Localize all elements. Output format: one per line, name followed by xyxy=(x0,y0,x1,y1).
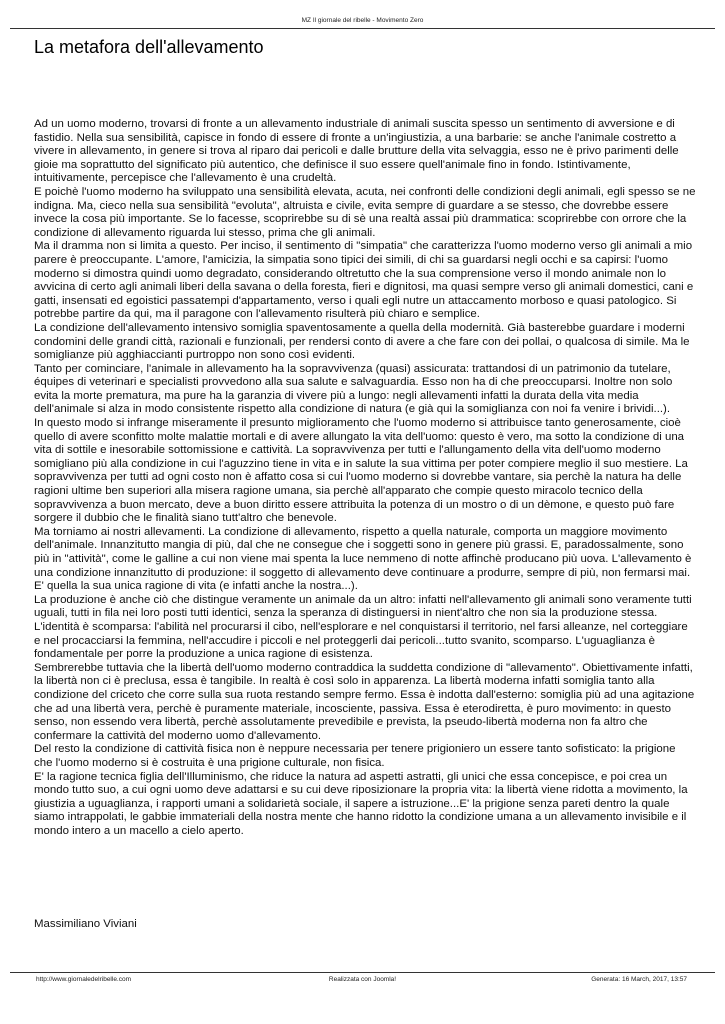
footer-generated-date: Generata: 16 March, 2017, 13:57 xyxy=(591,976,687,983)
running-header: MZ Il giornale del ribelle - Movimento Zero xyxy=(301,17,424,24)
article-paragraph: Ad un uomo moderno, trovarsi di fronte a un allevamento industriale di animali suscita spesso un sentimento di avversione e di fastidio. Nella sua sensibilità, capisce in fondo di essere di fronte a un'ingiustizia, a una barbarie: se anche l'animale costretto a vivere in allevamento, in genere si trova al riparo dai pericoli e dalle brutture della vita selvaggia, esso ne è privo parimenti delle gioie ma soprattutto del significato più autentico, che definisce il suo essere quell'animale fino in fondo. Istintivamente, intuitivamente, percepisce che l'allevamento è una crudeltà. xyxy=(34,118,679,185)
footer-divider xyxy=(10,972,715,973)
footer-credit: Realizzata con Joomla! xyxy=(328,976,397,983)
author-signature: Massimiliano Viviani xyxy=(34,918,137,930)
article-paragraph: Ma torniamo ai nostri allevamenti. La condizione di allevamento, rispetto a quella naturale, comporta un maggiore movimento dell'animale. Innanzitutto mangia di più, dal che ne consegue che i soggetti sono in genere più grassi. E, paradossalmente, sono più in "attività", come le galline a cui non viene mai spenta la luce nemmeno di notte affinchè producano più uova. L'allevamento è una condizione innanzitutto di produzione: il soggetto di allevamento deve continuare a produrre, sempre di più, non fermarsi mai. E' quella la sua unica ragione di vita (e infatti anche la nostra...). xyxy=(34,525,692,593)
article-paragraph: Ma il dramma non si limita a questo. Per inciso, il sentimento di "simpatia" che caratterizza l'uomo moderno verso gli animali a mio parere è preoccupante. L'amore, l'amicizia, la simpatia sono tipici dei simili, di chi sa guardarsi negli occhi e sa capirsi: l'uomo moderno si dimostra quindi uomo degradato, considerando oltretutto che la sua comprensione verso il mondo animale non lo avvicina di certo agli animali liberi della savana o della foresta, fieri e dignitosi, ma quasi sempre verso gli animali domestici, cani e gatti, insensati ed egoistici passatempi d'appartamento, verso i quali egli nutre un attaccamento morboso e quasi patologico. Si potrebbe partire da qui, ma il paragone con l'allevamento risulterà più chiaro e semplice. xyxy=(34,240,694,321)
article-paragraph: Tanto per cominciare, l'animale in allevamento ha la sopravvivenza (quasi) assicurata: trattandosi di un patrimonio da tutelare, équipes di veterinari e specialisti provvedono alla sua salute e salvaguardia. Esso non ha di che preoccuparsi. Inoltre non solo evita la morte prematura, ma pure ha la garanzia di vivere più a lungo: negli allevamenti infatti la durata della vita media dell'animale si alza in modo consistente rispetto alla condizione di natura (e già qui la somiglianza con noi fa venire i brividi...). xyxy=(34,362,673,416)
article-paragraph: In questo modo si infrange miseramente il presunto miglioramento che l'uomo moderno si attribuisce tanto generosamente, cioè quello di avere sconfitto molte malattie mortali e di avere allungato la vita dell'uomo: questo è vero, ma sotto la condizione di una vita di sottile e inesorabile sottomissione e cattività. La sopravvivenza per tutti e l'allungamento della vita dell'uomo moderno somigliano più alla condizione in cui l'aguzzino tiene in vita e in salute la sua vittima per poter compiere meglio il suo mestiere. La sopravvivenza per tutti ad ogni costo non è affatto cosa si cui l'uomo moderno si dovrebbe vantare, sia perchè la natura ha delle ragioni ultime ben superiori alla misera ragione umana, sia perchè all'apparato che compie questo miracolo tecnico della sopravvivenza a buon mercato, deve a buon diritto essere attribuita la potenza di un mostro o di un dèmone, e questo può fare sorgere il dubbio che le finalità siano tutt'altro che benevole. xyxy=(34,417,688,525)
article-body xyxy=(34,118,696,838)
article-paragraph: La condizione dell'allevamento intensivo somiglia spaventosamente a quella della modernità. Già basterebbe guardare i moderni condomini delle grandi città, razionali e funzionali, per rendersi conto di avere a che fare con dei pollai, o qualcosa di simile. Ma le somiglianze più agghiaccianti purtroppo non sono così evidenti. xyxy=(34,321,690,362)
article-paragraph: Del resto la condizione di cattività fisica non è neppure necessaria per tenere prigioniero un essere tanto sofisticato: la prigione che l'uomo moderno si è costruita è una prigione culturale, non fisica. xyxy=(34,743,676,769)
header-divider xyxy=(10,28,715,29)
footer-site-url[interactable]: http://www.giornaledelribelle.com xyxy=(36,976,132,983)
article-paragraph: E poichè l'uomo moderno ha sviluppato una sensibilità elevata, acuta, nei confronti delle condizioni degli animali, egli spesso se ne indigna. Ma, cieco nella sua sensibilità "evoluta", altruista e civile, evita sempre di guardare a se stesso, che dovrebbe essere invece la cosa più importante. Se lo facesse, scoprirebbe su di sè una realtà assai più drammatica: scoprirebbe con orrore che la condizione di allevamento riguarda lui stesso, prima che gli animali. xyxy=(34,185,696,239)
article-paragraph: E' la ragione tecnica figlia dell'Illuminismo, che riduce la natura ad aspetti astratti, gli unici che essa concepisce, e poi crea un mondo tutto suo, a cui ogni uomo deve adattarsi e su cui deve riposizionare la propria vita: la libertà viene ridotta a movimento, la giustizia a uguaglianza, i rapporti umani a solidarietà sociale, il sapere a istruzione...E' la prigione senza pareti dentro la quale siamo intrappolati, le gabbie immateriali della nostra mente che hanno ridotto la condizione umana a un allevamento invisibile e il mondo intero a un macello a cielo aperto. xyxy=(34,770,688,837)
article-paragraph: Sembrerebbe tuttavia che la libertà dell'uomo moderno contraddica la suddetta condizione di "allevamento". Obiettivamente infatti, la libertà non ci è preclusa, essa è tangibile. In realtà è così solo in apparenza. La libertà moderna infatti somiglia tanto alla condizione del criceto che corre sulla sua ruota restando sempre fermo. Essa è indotta dall'esterno: somiglia più ad una agitazione che ad una libertà vera, perchè è puramente materiale, incosciente, passiva. Essa è eterodiretta, è puro movimento: in questo senso, non essendo vera libertà, perchè assolutamente prevedibile e prevista, la pseudo-libertà moderna non fa altro che confermare la cattività del moderno uomo d'allevamento. xyxy=(34,661,695,742)
article-paragraph: La produzione è anche ciò che distingue veramente un animale da un altro: infatti nell'allevamento gli animali sono veramente tutti uguali, tutti in fila nei loro posti tutti identici, senza la speranza di distinguersi in nient'altro che non sia la produzione stessa. L'identità è scomparsa: l'abilità nel procurarsi il cibo, nell'esplorare e nel conquistarsi il territorio, nel farsi alleanze, nel corteggiare e nel procacciarsi la femmina, nell'accudire i piccoli e nel proteggerli dai pericoli...tutto svanito, scomparso. L'uguaglianza è fondamentale per porre la produzione a unica ragione di esistenza. xyxy=(34,593,692,661)
article-title: La metafora dell'allevamento xyxy=(34,37,264,57)
